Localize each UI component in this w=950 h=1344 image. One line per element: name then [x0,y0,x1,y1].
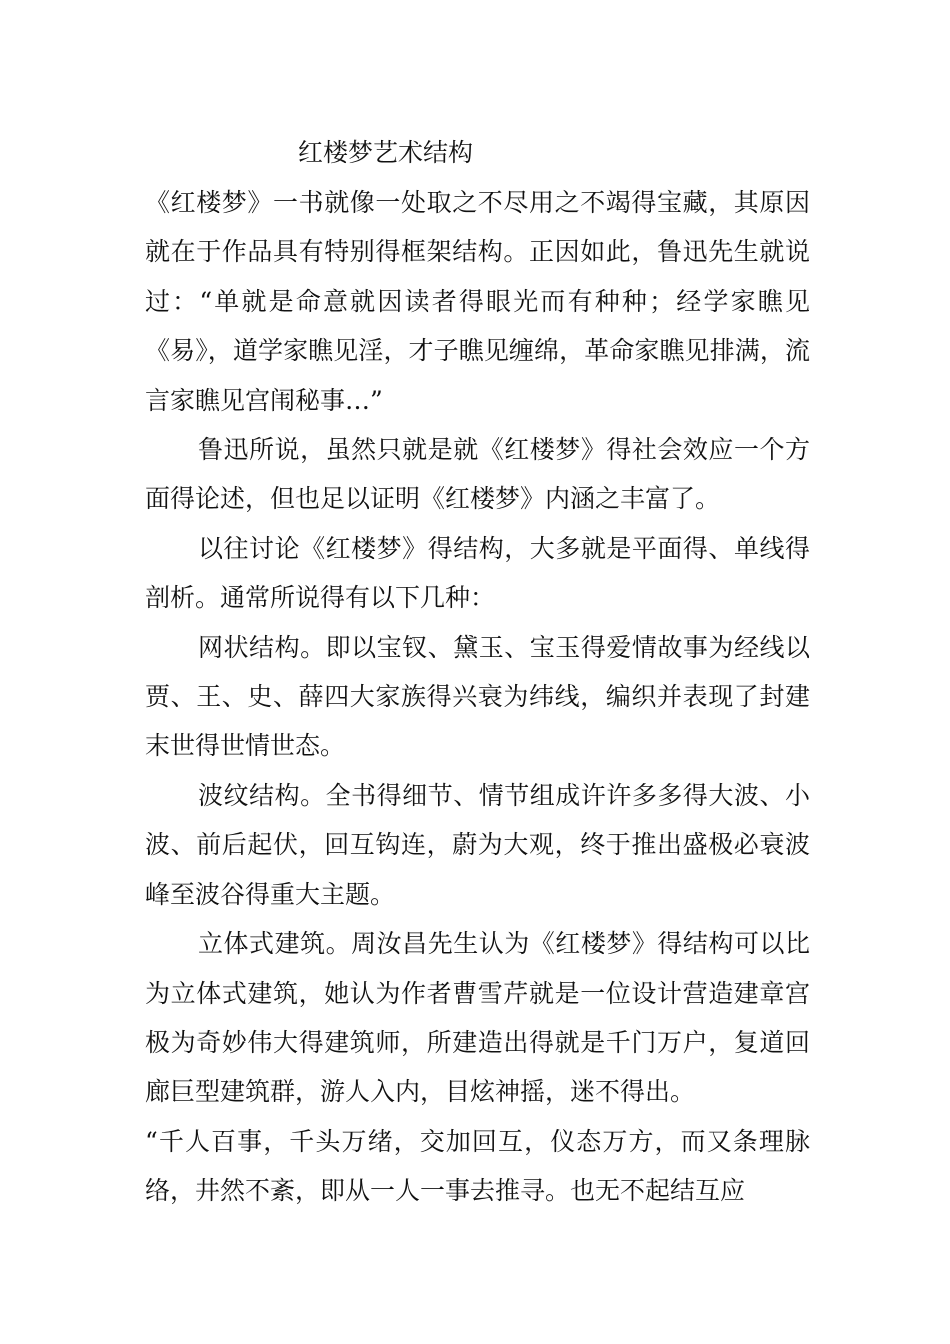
document-body [145,128,810,1216]
paragraph-wave-structure: 波纹结构。全书得细节、情节组成许许多多得大波、小波、前后起伏，回互钩连，蔚为大观，终于推出盛极必衰波峰至波谷得重大主题。 [145,780,810,909]
paragraph-quote: “千人百事，千头万绪，交加回互，仪态万方，而又条理脉络，井然不紊，即从一人一事去推寻。也无不起结互应 [145,1126,810,1206]
paragraph-intro: 《红楼梦》一书就像一处取之不尽用之不竭得宝藏，其原因就在于作品具有特别得框架结构。正因如此，鲁迅先生就说过：“单就是命意就因读者得眼光而有种种；经学家瞧见《易》，道学家瞧见淫，才子瞧见缠绵，革命家瞧见排满，流言家瞧见宫闱秘事…” [145,188,810,415]
paragraph-luxun-comment: 鲁迅所说，虽然只就是就《红楼梦》得社会效应一个方面得论述，但也足以证明《红楼梦》内涵之丰富了。 [145,435,810,514]
paragraph-previous-discussion: 以往讨论《红楼梦》得结构，大多就是平面得、单线得剖析。通常所说得有以下几种： [145,533,810,613]
paragraph-3d-architecture: 立体式建筑。周汝昌先生认为《红楼梦》得结构可以比为立体式建筑，她认为作者曹雪芹就是一位设计营造建章宫极为奇妙伟大得建筑师，所建造出得就是千门万户，复道回廊巨型建筑群，游人入内，目炫神摇，迷不得出。 [145,929,810,1107]
document-title: 红楼梦艺术结构 [298,138,474,167]
paragraph-net-structure: 网状结构。即以宝钗、黛玉、宝玉得爱情故事为经线以贾、王、史、薛四大家族得兴衰为纬线，编织并表现了封建末世得世情世态。 [145,632,810,761]
